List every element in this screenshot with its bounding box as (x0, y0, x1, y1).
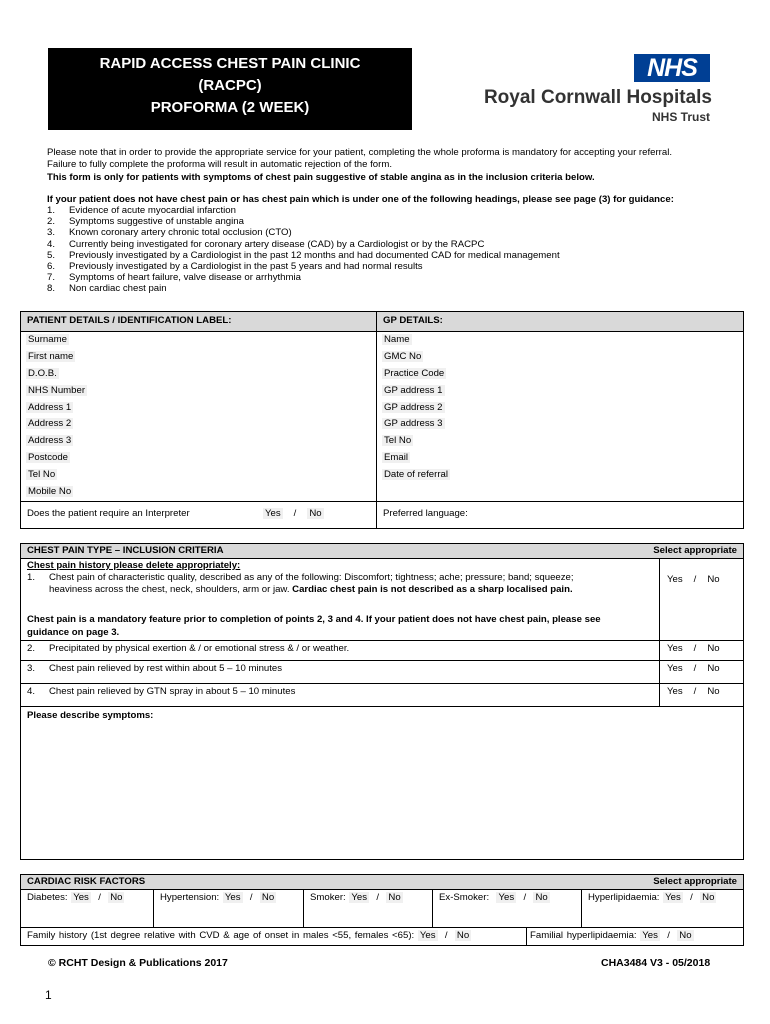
patient-details-header: PATIENT DETAILS / IDENTIFICATION LABEL: (27, 315, 232, 326)
item-4-yes-no[interactable]: Yes / No (667, 686, 720, 697)
field-address-2[interactable]: Address 2 (28, 418, 72, 429)
field-gmc-no[interactable]: GMC No (384, 351, 422, 362)
hyperlipidaemia-yes-no[interactable]: Hyperlipidaemia: Yes / No (588, 892, 715, 903)
org-subname: NHS Trust (651, 110, 710, 124)
patient-gp-section (20, 311, 744, 529)
exclusion-list (47, 205, 737, 295)
field-gp-address-1[interactable]: GP address 1 (384, 385, 443, 396)
familial-hyperlipidaemia-yes-no[interactable]: Familial hyperlipidaemia: Yes / No (530, 930, 692, 941)
item-2-yes-no[interactable]: Yes / No (667, 643, 720, 654)
list-item: 7. Symptoms of heart failure, valve disease or arrhythmia (47, 272, 301, 284)
field-gp-address-3[interactable]: GP address 3 (384, 418, 443, 429)
field-address-1[interactable]: Address 1 (28, 402, 72, 413)
intro-text (47, 147, 737, 295)
column-divider (153, 890, 154, 928)
item-1-yes-no[interactable]: Yes / No (667, 574, 720, 585)
nhs-logo: NHS (634, 54, 710, 82)
interpreter-yes-no[interactable]: Yes / No (265, 508, 322, 519)
field-gp-address-2[interactable]: GP address 2 (384, 402, 443, 413)
row-divider (21, 501, 743, 502)
title-line-2: (RACPC) (198, 77, 262, 94)
chest-pain-section (20, 543, 744, 860)
diabetes-yes-no[interactable]: Diabetes: Yes / No (27, 892, 123, 903)
list-item: 4. Currently being investigated for coronary artery disease (CAD) by a Cardiologist or by the RACPC (47, 238, 485, 250)
field-gp-tel-no[interactable]: Tel No (384, 435, 412, 446)
title-line-3: PROFORMA (2 WEEK) (150, 99, 310, 116)
list-item: 3. Known coronary artery chronic total occlusion (CTO) (47, 227, 292, 239)
list-item: 1. Evidence of acute myocardial infarction (47, 205, 236, 216)
describe-symptoms-area[interactable] (23, 724, 739, 854)
gp-details-header: GP DETAILS: (383, 315, 443, 326)
chest-select-appropriate: Select appropriate (653, 545, 737, 556)
field-surname[interactable]: Surname (28, 334, 67, 345)
field-gp-email[interactable]: Email (384, 452, 408, 463)
risk-factors-header: CARDIAC RISK FACTORS (27, 876, 146, 887)
chest-item-4: 4. Chest pain relieved by GTN spray in about 5 – 10 minutes (27, 686, 296, 697)
org-name: Royal Cornwall Hospitals (483, 87, 712, 108)
hypertension-yes-no[interactable]: Hypertension: Yes / No (160, 892, 275, 903)
field-address-3[interactable]: Address 3 (28, 435, 72, 446)
intro-p4: If your patient does not have chest pain or has chest pain which is under one of the following headings, please see page (3) for guidance: (47, 193, 674, 205)
intro-p1: Please note that in order to provide the appropriate service for your patient, completing the whole proforma is mandatory for accepting your referral. (47, 147, 672, 158)
column-divider (376, 312, 377, 528)
form-title (48, 48, 412, 130)
row-divider (21, 683, 743, 684)
intro-p2: Failure to fully complete the proforma will result in automatic rejection of the form. (47, 158, 392, 170)
smoker-yes-no[interactable]: Smoker: Yes / No (310, 892, 401, 903)
chest-item-1: 1. Chest pain of characteristic quality, described as any of the following: Discomfort; tightness; ache; pressure; band; squeeze; heaviness across the chest, neck, shoulders, arm or jaw. Cardiac chest pain is not described as a sharp localised pain. (27, 572, 574, 595)
copyright: © RCHT Design & Publications 2017 (48, 957, 228, 969)
page-number: 1 (45, 988, 52, 1002)
chest-item-2: 2. Precipitated by physical exertion & / or emotional stress & / or weather. (27, 643, 350, 654)
title-line-1: RAPID ACCESS CHEST PAIN CLINIC (99, 55, 361, 72)
list-item: 2. Symptoms suggestive of unstable angina (47, 216, 244, 228)
document-code: CHA3484 V3 - 05/2018 (601, 957, 711, 969)
field-first-name[interactable]: First name (28, 351, 74, 362)
risk-select-appropriate: Select appropriate (653, 876, 737, 887)
ex-smoker-yes-no[interactable]: Ex-Smoker: Yes / No (439, 892, 548, 903)
list-item: 8. Non cardiac chest pain (47, 283, 167, 295)
list-item: 5. Previously investigated by a Cardiologist in the past 12 months and had documented CAD for medical management (47, 249, 560, 261)
field-date-of-referral[interactable]: Date of referral (384, 469, 448, 480)
intro-p3: This form is only for patients with symptoms of chest pain suggestive of stable angina as in the inclusion criteria below. (47, 172, 595, 183)
describe-symptoms-label: Please describe symptoms: (27, 710, 154, 721)
field-postcode[interactable]: Postcode (28, 452, 69, 463)
chest-pain-header: CHEST PAIN TYPE – INCLUSION CRITERIA (27, 545, 224, 556)
mandatory-note: Chest pain is a mandatory feature prior to completion of points 2, 3 and 4. If your patient does not have chest pain, please see guidance on page 3. (27, 614, 601, 638)
column-divider (581, 890, 582, 928)
field-nhs-number[interactable]: NHS Number (28, 385, 86, 396)
column-divider (303, 890, 304, 928)
interpreter-question: Does the patient require an Interpreter (27, 508, 190, 519)
chest-history-heading: Chest pain history please delete appropriately: (27, 560, 241, 571)
risk-factors-section (20, 874, 744, 946)
field-mobile-no[interactable]: Mobile No (28, 486, 72, 497)
chest-item-3: 3. Chest pain relieved by rest within about 5 – 10 minutes (27, 663, 283, 674)
item-3-yes-no[interactable]: Yes / No (667, 663, 720, 674)
row-divider (21, 927, 743, 928)
column-divider (526, 928, 527, 946)
field-practice-code[interactable]: Practice Code (384, 368, 445, 379)
row-divider (21, 706, 743, 707)
list-item: 6. Previously investigated by a Cardiologist in the past 5 years and had normal results (47, 261, 423, 273)
preferred-language[interactable]: Preferred language: (383, 508, 468, 519)
field-gp-name[interactable]: Name (384, 334, 410, 345)
row-divider (21, 640, 743, 641)
column-divider (432, 890, 433, 928)
family-history-yes-no[interactable]: Family history (1st degree relative with CVD & age of onset in males <55, females <65): Yes / No (27, 930, 470, 941)
field-dob[interactable]: D.O.B. (28, 368, 57, 379)
row-divider (21, 660, 743, 661)
yes-no-column-divider (659, 559, 660, 707)
field-tel-no[interactable]: Tel No (28, 469, 56, 480)
